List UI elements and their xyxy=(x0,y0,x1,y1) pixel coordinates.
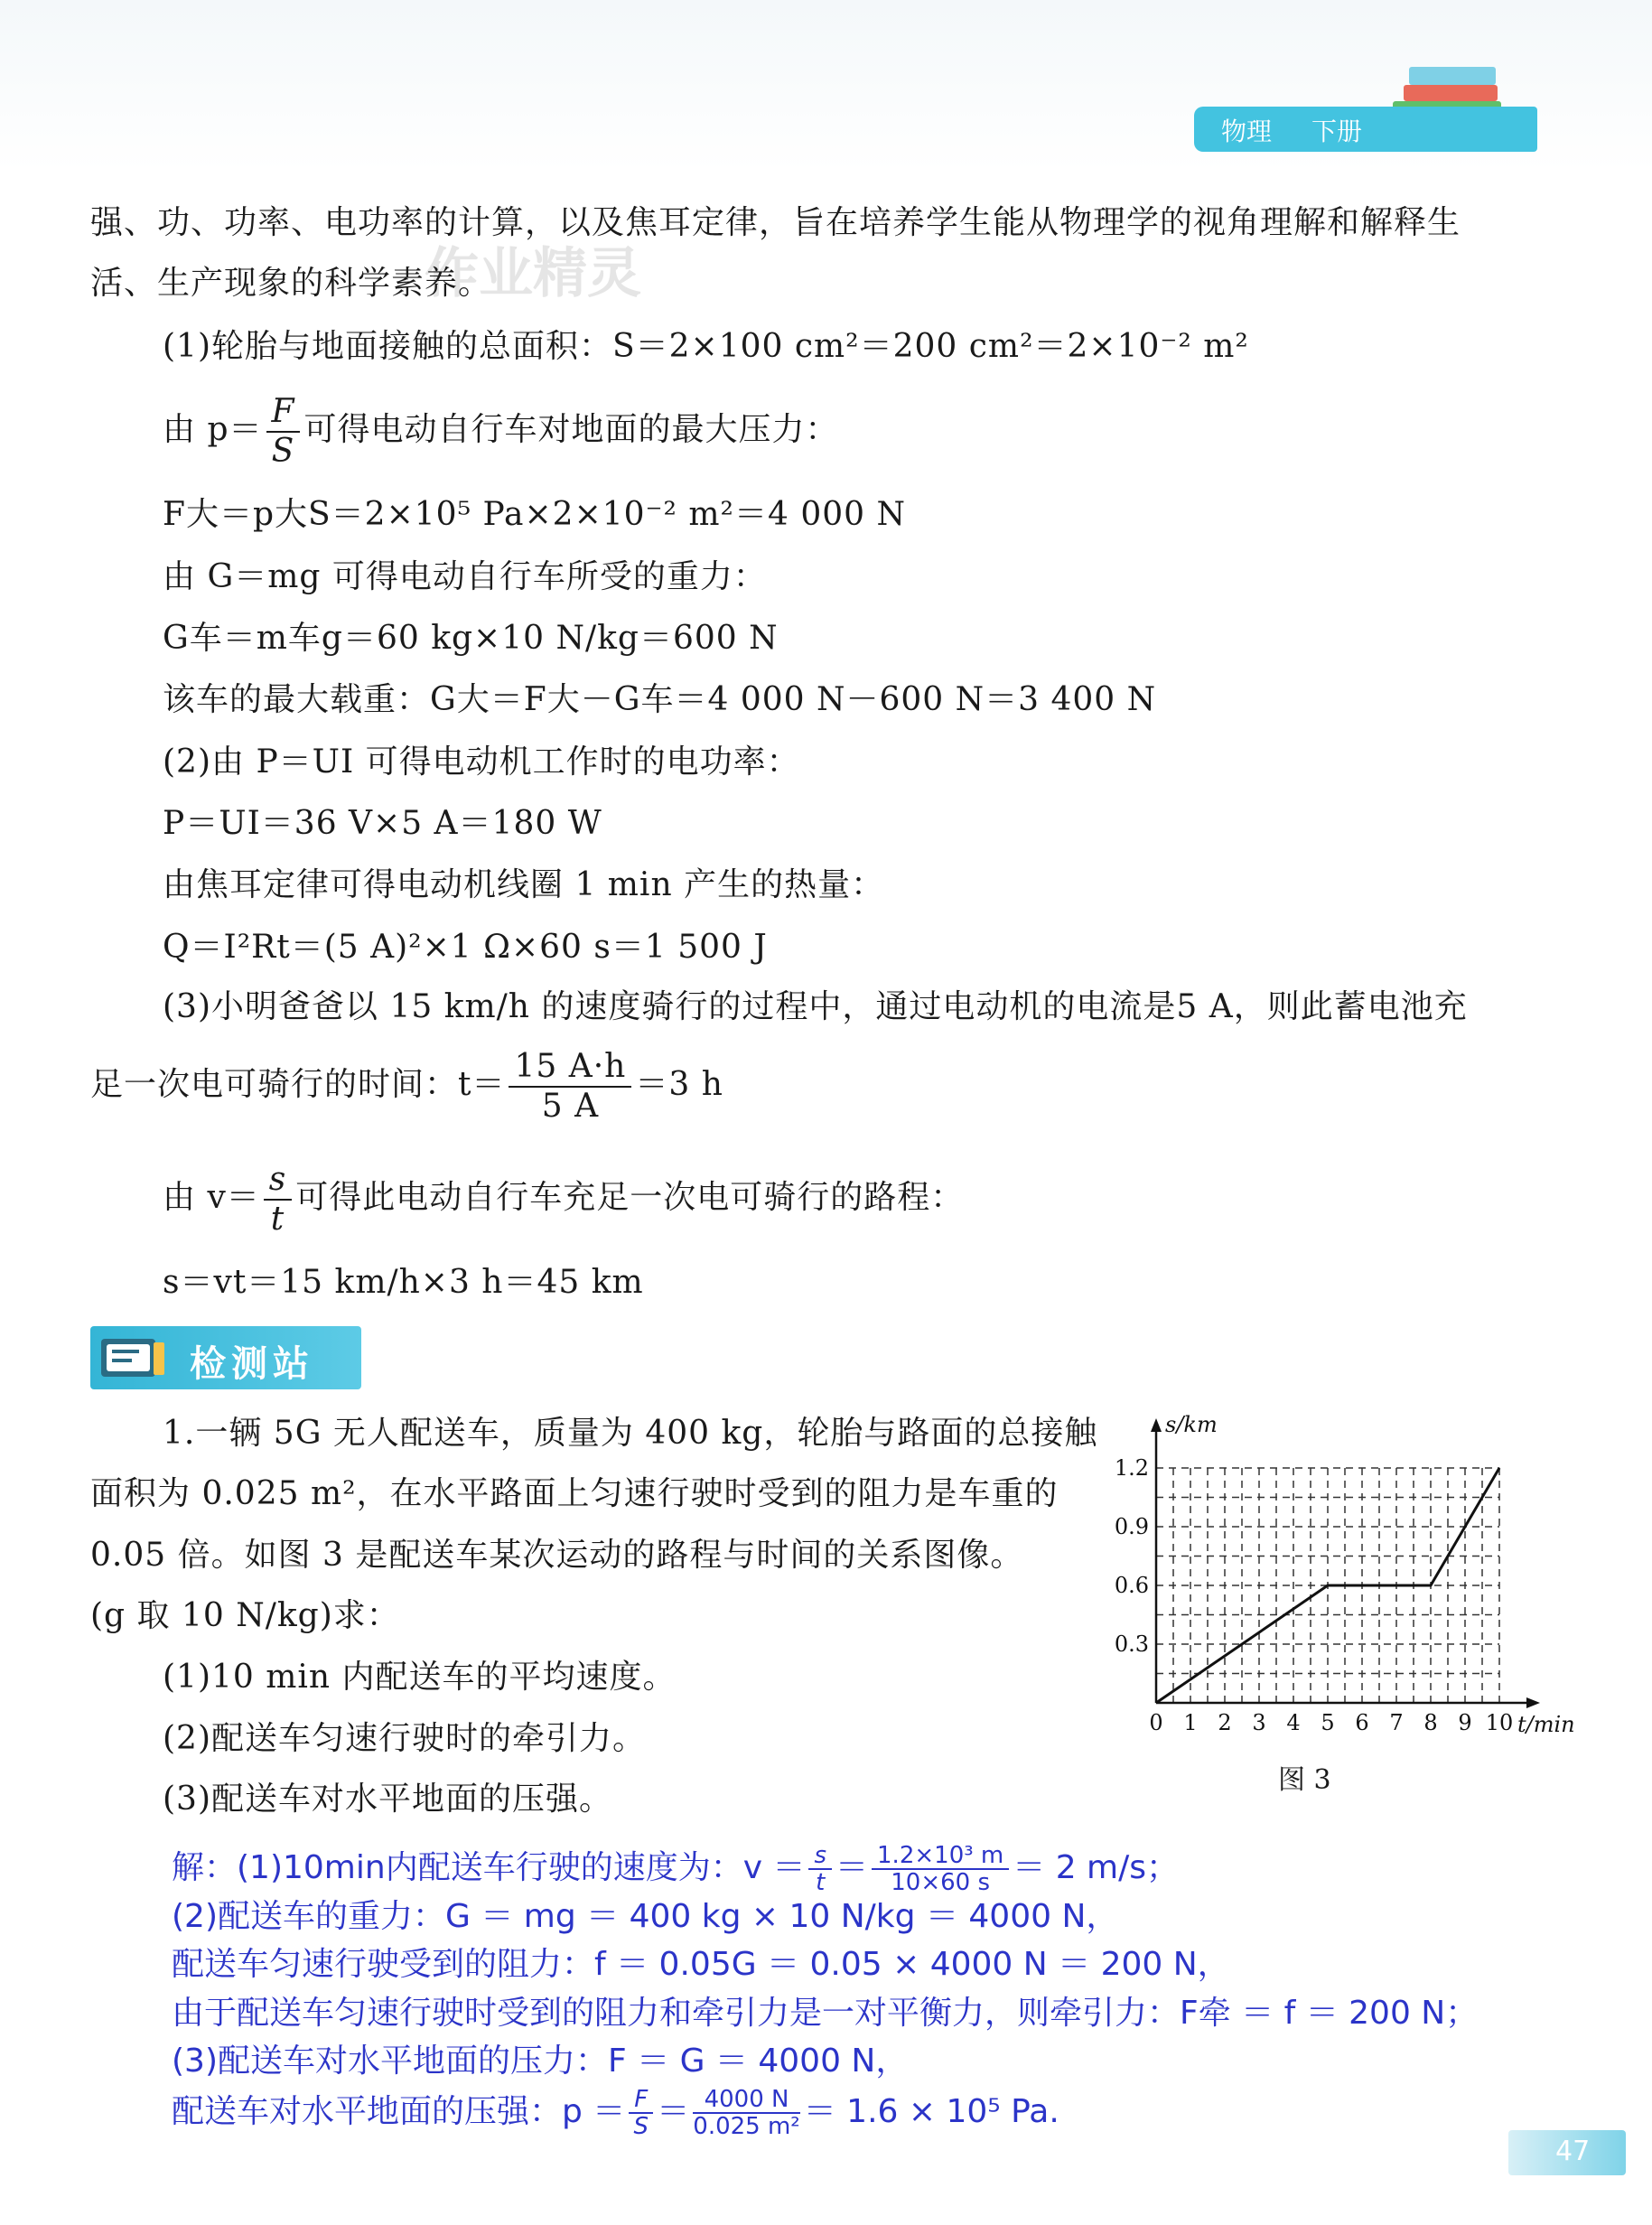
fraction-num: F xyxy=(629,2087,653,2114)
solution-line-1: (1)轮胎与地面接触的总面积：S＝2×100 cm²＝200 cm²＝2×10⁻² m² xyxy=(163,328,1249,365)
solution-line-2-post: 可得电动自行车对地面的最大压力： xyxy=(303,411,839,448)
solution-line-13-pre: 由 v＝ xyxy=(163,1179,260,1216)
x-tick-label: 8 xyxy=(1423,1710,1438,1735)
x-tick-label: 1 xyxy=(1183,1710,1198,1735)
header-subject-tab xyxy=(1194,107,1537,152)
x-tick-label: 7 xyxy=(1389,1710,1404,1735)
answer-line-1-pre: 解：(1)10min内配送车行驶的速度为：v ＝ xyxy=(172,1849,806,1886)
solution-line-2-pre: 由 p＝ xyxy=(163,411,263,448)
answer-line-6-pre: 配送车对水平地面的压强：p ＝ xyxy=(172,2093,626,2130)
answer-line-5: (3)配送车对水平地面的压力：F ＝ G ＝ 4000 N， xyxy=(172,2043,909,2080)
figure-caption: 图 3 xyxy=(1278,1764,1331,1796)
fraction-num: s xyxy=(808,1843,832,1870)
solution-line-14: s＝vt＝15 km/h×3 h＝45 km xyxy=(163,1264,644,1301)
solution-line-12-post: ＝3 h xyxy=(635,1066,723,1103)
y-tick-label: 0.6 xyxy=(1114,1573,1149,1598)
notebook-icon xyxy=(98,1333,170,1382)
question-line-1: 1.一辆 5G 无人配送车，质量为 400 kg，轮胎与路面的总接触 xyxy=(163,1415,1098,1452)
solution-line-9: 由焦耳定律可得电动机线圈 1 min 产生的热量： xyxy=(163,866,885,903)
solution-line-13 xyxy=(163,1161,964,1239)
x-tick-label: 9 xyxy=(1458,1710,1472,1735)
answer-line-6-post: ＝ 1.6 × 10⁵ Pa. xyxy=(803,2093,1059,2130)
answer-line-1-post: ＝ 2 m/s； xyxy=(1013,1849,1179,1886)
data-point xyxy=(1431,1585,1432,1586)
fraction-den: 5 A xyxy=(541,1088,600,1125)
x-tick-label: 4 xyxy=(1286,1710,1301,1735)
watermark: 作业精灵 xyxy=(425,242,641,305)
y-tick-label: 0.3 xyxy=(1114,1631,1149,1657)
question-line-2: 面积为 0.025 m²，在水平路面上匀速行驶时受到的阻力是车重的 xyxy=(90,1475,1059,1512)
fraction-num: F xyxy=(266,393,301,433)
x-tick-label: 6 xyxy=(1355,1710,1369,1735)
fraction-p xyxy=(266,393,301,471)
solution-line-7: (2)由 P＝UI 可得电动机工作时的电功率： xyxy=(163,743,800,781)
fraction-den: t xyxy=(270,1201,285,1238)
solution-line-12 xyxy=(90,1048,723,1126)
fraction-den: t xyxy=(816,1869,826,1896)
x-axis-arrow xyxy=(1526,1697,1540,1708)
answer-fraction-s-t xyxy=(808,1843,832,1895)
sub-question-2: (2)配送车匀速行驶时的牵引力。 xyxy=(163,1720,646,1757)
section-title: 检测站 xyxy=(190,1343,314,1385)
answer-line-1 xyxy=(172,1843,1179,1895)
answer-line-4: 由于配送车匀速行驶时受到的阻力和牵引力是一对平衡力，则牵引力：F牵 ＝ f ＝ 200 N； xyxy=(172,1995,1479,2032)
solution-line-6: 该车的最大载重：G大＝F大－G车＝4 000 N－600 N＝3 400 N xyxy=(163,681,1157,718)
fraction-num: 15 A·h xyxy=(509,1048,631,1088)
sub-question-3: (3)配送车对水平地面的压强。 xyxy=(163,1781,612,1818)
question-line-3: 0.05 倍。如图 3 是配送车某次运动的路程与时间的关系图像。 xyxy=(90,1537,1024,1574)
page-number: 47 xyxy=(1555,2136,1591,2167)
y-tick-label: 0.9 xyxy=(1114,1514,1149,1539)
answer-fraction-f-s xyxy=(629,2087,653,2139)
sub-question-1: (1)10 min 内配送车的平均速度。 xyxy=(163,1659,677,1696)
header-volume: 下册 xyxy=(1311,117,1363,146)
solution-line-3: F大＝p大S＝2×10⁵ Pa×2×10⁻² m²＝4 000 N xyxy=(163,496,906,533)
intro-line-1: 强、功、功率、电功率的计算，以及焦耳定律，旨在培养学生能从物理学的视角理解和解释生 xyxy=(90,204,1461,241)
fraction-den: 10×60 s xyxy=(891,1869,991,1896)
answer-line-2: (2)配送车的重力：G ＝ mg ＝ 400 kg × 10 N/kg ＝ 4000 N， xyxy=(172,1898,1119,1935)
distance-time-chart xyxy=(1114,1405,1575,1748)
solution-line-12-pre: 足一次电可骑行的时间：t＝ xyxy=(90,1066,506,1103)
solution-line-11: (3)小明爸爸以 15 km/h 的速度骑行的过程中，通过电动机的电流是5 A，则此蓄电池充 xyxy=(163,988,1468,1025)
solution-line-5: G车＝m车g＝60 kg×10 N/kg＝600 N xyxy=(163,620,779,657)
answer-line-6 xyxy=(172,2087,1059,2139)
question-line-4: (g 取 10 N/kg)求： xyxy=(90,1597,400,1634)
answer-line-1-eq: ＝ xyxy=(835,1849,869,1886)
section-banner xyxy=(90,1326,361,1389)
fraction-time xyxy=(509,1048,631,1126)
x-tick-label: 5 xyxy=(1321,1710,1335,1735)
fraction-den: S xyxy=(633,2113,649,2140)
data-point xyxy=(1499,1468,1500,1469)
fraction-num: 1.2×10³ m xyxy=(872,1843,1009,1870)
data-point xyxy=(1328,1585,1329,1586)
answer-line-6-eq: ＝ xyxy=(657,2093,690,2130)
fraction-den: S xyxy=(271,433,295,470)
x-tick-label: 0 xyxy=(1149,1710,1163,1735)
x-tick-label: 10 xyxy=(1485,1710,1514,1735)
solution-line-4: 由 G＝mg 可得电动自行车所受的重力： xyxy=(163,558,767,595)
answer-line-3: 配送车匀速行驶受到的阻力：f ＝ 0.05G ＝ 0.05 × 4000 N ＝ 200 N， xyxy=(172,1946,1230,1983)
y-axis-label: s/km xyxy=(1165,1412,1218,1437)
y-tick-label: 1.2 xyxy=(1114,1455,1149,1481)
x-tick-label: 2 xyxy=(1218,1710,1232,1735)
fraction-num: 4000 N xyxy=(693,2087,799,2114)
solution-line-2 xyxy=(163,393,839,471)
fraction-v xyxy=(264,1161,292,1239)
x-tick-label: 3 xyxy=(1252,1710,1266,1735)
data-point xyxy=(1156,1703,1157,1704)
x-axis-label: t/min xyxy=(1517,1712,1575,1737)
answer-fraction-values xyxy=(872,1843,1009,1895)
intro-line-2: 活、生产现象的科学素养。 xyxy=(90,265,492,302)
y-axis-arrow xyxy=(1151,1418,1162,1432)
fraction-den: 0.025 m² xyxy=(693,2113,800,2140)
fraction-num: s xyxy=(264,1161,292,1201)
header-subject: 物理 xyxy=(1221,117,1273,146)
solution-line-10: Q＝I²Rt＝(5 A)²×1 Ω×60 s＝1 500 J xyxy=(163,929,768,966)
page-number-tab xyxy=(1508,2130,1626,2175)
answer-fraction-values-2 xyxy=(693,2087,799,2139)
solution-line-13-post: 可得此电动自行车充足一次电可骑行的路程： xyxy=(295,1179,965,1216)
solution-line-8: P＝UI＝36 V×5 A＝180 W xyxy=(163,805,602,842)
